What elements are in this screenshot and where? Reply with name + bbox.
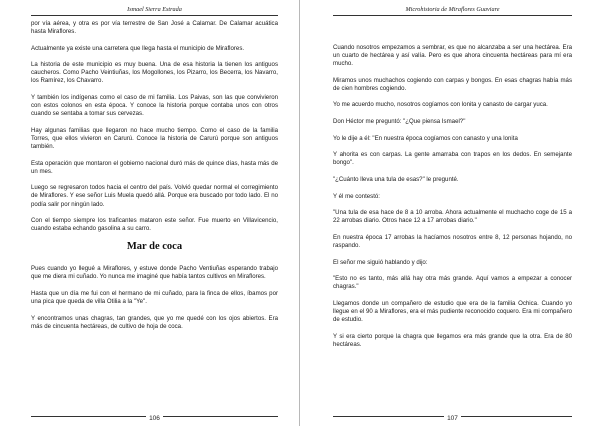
paragraph: Y ahorita es con carpas. La gente amarraba con trapos en los dedos. En semejante bongo".	[333, 151, 572, 167]
paragraph: En nuestra época 17 arrobas la hacíamos nosotros entre 8, 12 personas hojando, no raspando.	[333, 233, 572, 249]
paragraph: Llegamos donde un compañero de estudio que era de la familia Ochica. Cuando yo llegue en el 90 a Miraflores, era el más pudiente reconocido coquero. Era mi compañero de estudio.	[333, 299, 572, 323]
paragraph: Luego se regresaron todos hacia el centro del país. Volvió quedar normal el corregimiento de Miraflores. Y ese señor Luis Muela quedó allá. Porque era buscado por todo lado. El no podía salir por ningún lado.	[31, 184, 278, 208]
paragraph: Actualmente ya existe una carretera que llega hasta el municipio de Miraflores.	[31, 44, 245, 52]
page-number	[31, 415, 278, 422]
paragraph: Hasta que un día me fui con el hermano de mi cuñado, para la finca de ellos, íbamos por una pica que queda de villa Otilia a la "Ye".	[31, 290, 278, 306]
page-number-text: 107	[444, 415, 461, 422]
paragraph: Y si era cierto porque la chagra que llegamos era más grande que la otra. Era de 80 hectáreas.	[333, 332, 572, 348]
page-number-text: 106	[146, 415, 163, 422]
right-body-text	[333, 44, 572, 357]
running-head-title: Microhistoria de Miraflores Guaviare	[405, 6, 500, 13]
paragraph: Miramos unos muchachos cogiendo con carpas y bongos. En esas chagras había más de cien hombres cogiendo.	[333, 76, 572, 92]
paragraph: "Esto no es tanto, más allá hay otra más grande. Aquí vamos a empezar a conocer chagras."	[333, 275, 572, 291]
paragraph: Cuando nosotros empezamos a sembrar, es que no alcanzaba a ser una hectárea. Era un cuarto de hectárea y así valía. Pero es que ahora cincuenta hectáreas para mí era mucho.	[333, 44, 572, 68]
paragraph: "Una tula de esa hace de 8 a 10 arroba. Ahora actualmente el muchacho coge de 15 a 22 arrobas diario. Otros hace 12 a 17 arrobas diario."	[333, 209, 572, 225]
paragraph: Don Héctor me preguntó: "¿Que piensa Ismael?"	[333, 118, 466, 126]
header-rule	[31, 15, 278, 16]
paragraph: Y también los indígenas como el caso de mi familia. Los Paivas, son las que convivieron con estos colonos en esta época. Y conoce la historia porque contaba unos con otros cuando se sentaba a tomar sus cervezas.	[31, 94, 278, 118]
running-head-author: Ismael Sierra Estrada	[127, 6, 182, 13]
paragraph: Con el tiempo siempre los traficantes mataron este señor. Fue muerto en Villavicencio, cuando estaba echando gasolina a su carro.	[31, 217, 278, 233]
paragraph: Yo le dije a él: "En nuestra época cogíamos con canasto y una lonita	[333, 134, 518, 142]
paragraph: "¿Cuánto lleva una tula de esas?" le pregunté.	[333, 175, 459, 183]
section-title: Mar de coca	[126, 241, 183, 253]
header-rule	[333, 15, 572, 16]
paragraph: Pues cuando yo llegué a Miraflores, y estuve donde Pacho Ventiuñas esperando trabajo que me diera mi cuñado. Yo nunca me imaginé que había tantos cultivos en Miraflores.	[31, 265, 278, 281]
right-page	[300, 0, 600, 426]
paragraph: Y él me contestó:	[333, 192, 380, 200]
paragraph: por vía aérea, y otra es por vía terrestre de San José a Calamar. De Calamar acuática hasta Miraflores.	[31, 20, 278, 36]
page-number	[333, 415, 572, 422]
paragraph: La historia de este municipio es muy buena. Una de esa historia la tienen los antiguos caucheros. Como Pacho Veintiuñas, los Mogollones, los Pizarro, los Becerra, los Navarro, los Ramírez, los Chavarro.	[31, 61, 278, 85]
paragraph: Y encontramos unas chagras, tan grandes, que yo me quedé con los ojos abiertos. Era más de cincuenta hectáreas, de cultivo de hoja de coca.	[31, 314, 278, 330]
paragraph: Esta operación que montaron el gobierno nacional duró más de quince días, hasta más de un mes.	[31, 159, 278, 175]
paragraph: Yo me acuerdo mucho, nosotros cogíamos con lonita y canasto de cargar yuca.	[333, 101, 548, 109]
paragraph: El señor me siguió hablando y dijo:	[333, 258, 428, 266]
paragraph: Hay algunas familias que llegaron no hace mucho tiempo. Como el caso de la familia Torres, que ellos vivieron en Carurú. Conoce la historia de Carurú porque son antiguos también.	[31, 126, 278, 151]
left-body-text	[31, 20, 278, 339]
